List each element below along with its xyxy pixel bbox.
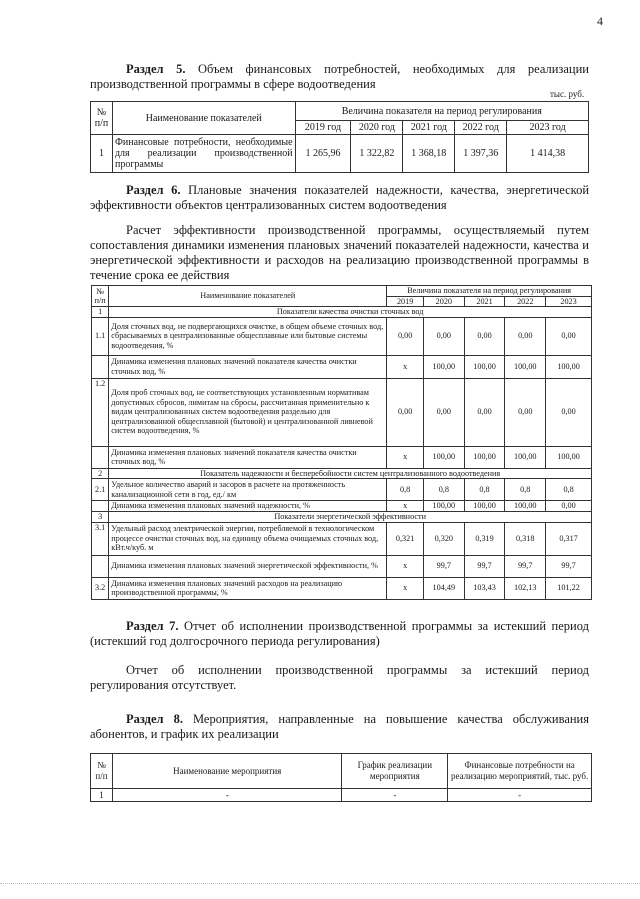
t5-row [91, 135, 589, 173]
t6-header-period: Величина показателя на период регулирования [387, 286, 592, 297]
t6-value: 0,00 [546, 501, 592, 512]
t6-row-name: Доля проб сточных вод, не соответствующих установленным нормативам допустимых сбросов, лимитам на сбросы, рассчитанная применительно к видам централизованных систем водоотведения раздельно для централизованной общесплавной (бытовой) и централизованной ливневой систем водоотведения, % [109, 378, 387, 446]
t6-value: 0,00 [423, 378, 464, 446]
t5-year: 2021 год [403, 121, 455, 135]
t6-row [92, 522, 592, 555]
t6-row [92, 378, 592, 446]
section5-label: Раздел 5. [126, 62, 186, 76]
t6-row-num: 3.1 [92, 522, 109, 555]
t6-row-num [92, 355, 109, 378]
t6-value: х [387, 501, 424, 512]
section7-title: Отчет об исполнении производственной программы за истекший период (истекший год долгосрочного периода регулирования) [90, 619, 589, 648]
t5-header-period: Величина показателя на период регулирования [295, 102, 588, 121]
t6-group-num: 2 [92, 468, 109, 479]
t6-value: 100,00 [464, 355, 505, 378]
t6-value: х [387, 555, 424, 577]
t6-row-name: Динамика изменения плановых значений показателя качества очистки сточных вод, % [109, 355, 387, 378]
t6-group-title: Показатели качества очистки сточных вод [109, 307, 592, 318]
t8-header-name: Наименование мероприятия [112, 754, 341, 789]
t8-row-name: - [112, 789, 341, 802]
t6-value: 100,00 [546, 355, 592, 378]
t6-value: 99,7 [423, 555, 464, 577]
t6-row-num: 1.1 [92, 317, 109, 355]
t6-value: 0,318 [505, 522, 546, 555]
t6-value: 100,00 [546, 446, 592, 468]
t6-value: 104,49 [423, 577, 464, 599]
t6-year: 2023 [546, 296, 592, 307]
t5-header-num: № п/п [91, 102, 113, 135]
t5-value: 1 322,82 [351, 135, 403, 173]
t6-row [92, 555, 592, 577]
t6-value: 0,00 [464, 317, 505, 355]
t6-value: 100,00 [423, 446, 464, 468]
t6-row [92, 317, 592, 355]
t6-row [92, 479, 592, 501]
t5-value: 1 265,96 [295, 135, 351, 173]
t6-value: 100,00 [464, 446, 505, 468]
section5-title: Объем финансовых потребностей, необходимых для реализации производственной программы в сфере водоотведения [90, 62, 589, 91]
t6-value: 100,00 [423, 501, 464, 512]
t6-value: 100,00 [505, 446, 546, 468]
t8-row-num: 1 [91, 789, 113, 802]
section6-heading [90, 183, 589, 213]
page-number: 4 [597, 14, 603, 28]
t6-value: х [387, 577, 424, 599]
t6-row-name: Доля сточных вод, не подвергающихся очистке, в общем объеме сточных вод, сбрасываемых в централизованные общесплавные или бытовые системы водоотведения, % [109, 317, 387, 355]
section8-label: Раздел 8. [126, 712, 183, 726]
t6-value: 0,320 [423, 522, 464, 555]
t5-year: 2020 год [351, 121, 403, 135]
t6-value: 99,7 [546, 555, 592, 577]
t6-value: 99,7 [464, 555, 505, 577]
t6-value: 102,13 [505, 577, 546, 599]
t6-value: 0,8 [464, 479, 505, 501]
t6-value: 0,317 [546, 522, 592, 555]
t8-header-num: № п/п [91, 754, 113, 789]
t6-row [92, 355, 592, 378]
section6-label: Раздел 6. [126, 183, 181, 197]
t6-row-num: 2.1 [92, 479, 109, 501]
t6-value: 100,00 [464, 501, 505, 512]
t6-value: 0,8 [505, 479, 546, 501]
section8-heading [90, 712, 589, 742]
section7-heading [90, 619, 589, 649]
t6-value: 0,8 [387, 479, 424, 501]
t6-row-name: Динамика изменения плановых значений энергетической эффективности, % [109, 555, 387, 577]
t8-row-finance: - [448, 789, 592, 802]
t6-value: 0,321 [387, 522, 424, 555]
t6-value: 99,7 [505, 555, 546, 577]
t6-group-title: Показатель надежности и бесперебойности систем централизованного водоотведения [109, 468, 592, 479]
t6-value: 0,8 [546, 479, 592, 501]
t6-row-num: 3.2 [92, 577, 109, 599]
t6-value: 100,00 [505, 501, 546, 512]
t6-row [92, 577, 592, 599]
t6-row-num: 1.2 [92, 378, 109, 446]
t6-year: 2022 [505, 296, 546, 307]
t6-row-num [92, 501, 109, 512]
t6-header-name: Наименование показателей [109, 286, 387, 307]
t6-row-name: Удельное количество аварий и засоров в расчете на протяженность канализационной сети в год, ед./ км [109, 479, 387, 501]
t5-value: 1 414,38 [507, 135, 589, 173]
section8-table [90, 753, 592, 802]
t6-row [92, 446, 592, 468]
t6-row-name: Динамика изменения плановых значений надежности, % [109, 501, 387, 512]
t6-year: 2020 [423, 296, 464, 307]
page-bottom-edge [0, 883, 640, 884]
t6-value: 0,00 [505, 317, 546, 355]
t5-header-name: Наименование показателей [112, 102, 295, 135]
section6-title: Плановые значения показателей надежности, качества, энергетической эффективности объектов централизованных систем водоотведения [90, 183, 590, 212]
t6-value: 0,00 [546, 317, 592, 355]
t8-row-schedule: - [342, 789, 448, 802]
section7-label: Раздел 7. [126, 619, 179, 633]
t5-year: 2019 год [295, 121, 351, 135]
t6-value: 100,00 [423, 355, 464, 378]
t6-value: 0,8 [423, 479, 464, 501]
t5-year: 2023 год [507, 121, 589, 135]
t6-year: 2021 [464, 296, 505, 307]
t6-value: 0,00 [387, 317, 424, 355]
t6-row-num [92, 446, 109, 468]
t5-value: 1 397,36 [455, 135, 507, 173]
t6-group-title: Показатели энергетической эффективности [109, 512, 592, 523]
t8-row [91, 789, 592, 802]
t6-row-name: Удельный расход электрической энергии, потребляемой в технологическом процессе очистки сточных вод, на единицу объема очищаемых сточных вод, кВт.ч/куб. м [109, 522, 387, 555]
t6-group-num: 3 [92, 512, 109, 523]
t6-value: 0,00 [387, 378, 424, 446]
t8-header-schedule: График реализации мероприятия [342, 754, 448, 789]
section5-heading [90, 62, 589, 92]
t6-value: х [387, 355, 424, 378]
section5-table [90, 101, 589, 173]
t6-value: 100,00 [505, 355, 546, 378]
t6-row-name: Динамика изменения плановых значений показателя качества очистки сточных вод, % [109, 446, 387, 468]
t6-value: 0,00 [505, 378, 546, 446]
t5-value: 1 368,18 [403, 135, 455, 173]
t6-value: 0,00 [464, 378, 505, 446]
t6-value: 0,00 [546, 378, 592, 446]
t6-value: 0,319 [464, 522, 505, 555]
section6-intro: Расчет эффективности производственной программы, осуществляемый путем сопоставления динамики изменения плановых значений показателей надежности, качества и энергетической эффективности и расходов на реализацию производственной программы в течение срока ее действия [90, 223, 589, 282]
t6-group-row [92, 512, 592, 523]
t6-group-row [92, 307, 592, 318]
section5-unit: тыс. руб. [550, 89, 585, 99]
section6-table [91, 285, 592, 600]
t6-group-row [92, 468, 592, 479]
t6-year: 2019 [387, 296, 424, 307]
t6-row [92, 501, 592, 512]
t5-row-num: 1 [91, 135, 113, 173]
t5-year: 2022 год [455, 121, 507, 135]
t6-value: 103,43 [464, 577, 505, 599]
t5-row-name: Финансовые потребности, необходимые для реализации производственной программы [112, 135, 295, 173]
t6-value: х [387, 446, 424, 468]
t6-row-num [92, 555, 109, 577]
t6-row-name: Динамика изменения плановых значений расходов на реализацию производственной программы, % [109, 577, 387, 599]
t6-group-num: 1 [92, 307, 109, 318]
t6-header-num: № п/п [92, 286, 109, 307]
section7-body: Отчет об исполнении производственной программы за истекший период регулирования отсутствует. [90, 663, 589, 692]
t8-header-finance: Финансовые потребности на реализацию мероприятий, тыс. руб. [448, 754, 592, 789]
t6-value: 0,00 [423, 317, 464, 355]
t6-value: 101,22 [546, 577, 592, 599]
section8-title: Мероприятия, направленные на повышение качества обслуживания абонентов, и график их реализации [90, 712, 589, 741]
